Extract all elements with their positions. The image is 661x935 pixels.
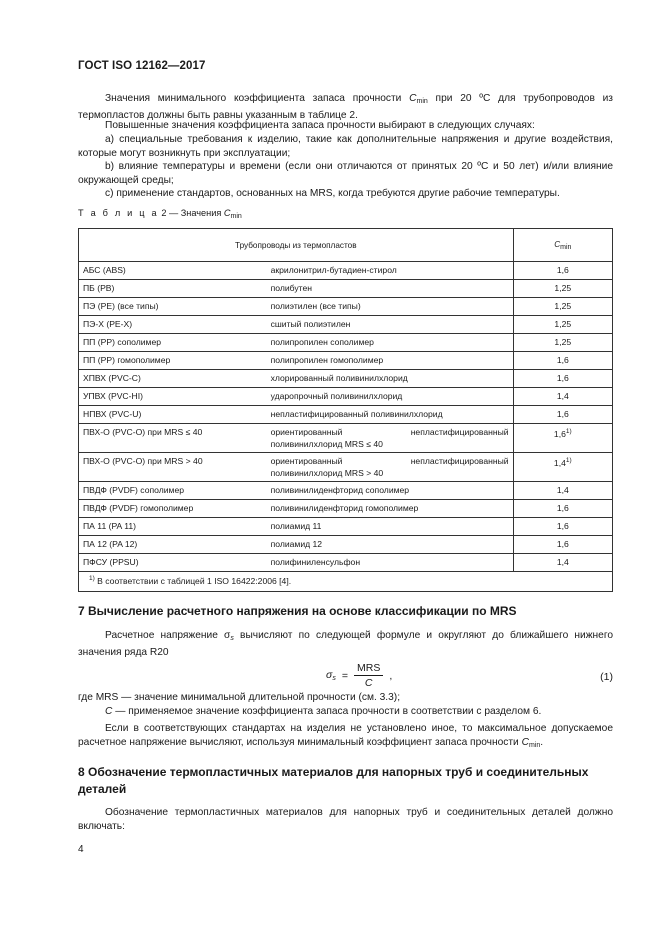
page-number: 4	[78, 844, 84, 855]
row-value: 1,6	[513, 500, 612, 518]
table-row	[79, 424, 613, 453]
row-material: поливинилиденфторид сополимер	[267, 482, 514, 500]
row-value: 1,6	[513, 370, 612, 388]
where-clause-2: C — применяемое значение коэффициента запаса прочности в соответствии с разделом 6.	[105, 706, 542, 717]
section-7-paragraph-1: Расчетное напряжение $\sigma_s$ вычисляют по следующей формуле и округляют до ближайшего нижнего значения ряда R20	[78, 630, 614, 658]
row-abbr: УПВХ (PVC-HI)	[79, 388, 267, 406]
row-value: 1,6	[513, 406, 612, 424]
section-7-title: 7 Вычисление расчетного напряжения на основе классификации по MRS	[78, 604, 517, 618]
row-value: 1,4	[513, 554, 612, 572]
section-8-paragraph-1: Обозначение термопластичных материалов для напорных труб и соединительных деталей должно включать:	[78, 807, 613, 832]
row-abbr: ПБ (PB)	[79, 280, 267, 298]
row-material: непластифицированный поливинилхлорид	[267, 406, 514, 424]
row-material: полиэтилен (все типы)	[267, 298, 514, 316]
column-header-pipes: Трубопроводы из термопластов	[79, 229, 514, 262]
formula-expression: $\sigma_s$ = $\frac{\text{MRS}}{C}$ ,	[326, 662, 393, 689]
row-abbr: ПВХ-О (PVC-O) при MRS > 40	[79, 453, 267, 482]
row-abbr: ПЭ-X (PE-X)	[79, 316, 267, 334]
row-material: ударопрочный поливинилхлорид	[267, 388, 514, 406]
table-row	[79, 406, 613, 424]
where-clause-1: где MRS — значение минимальной длительной прочности (см. 3.3);	[78, 692, 401, 703]
row-value: 1,4	[513, 482, 612, 500]
intro-paragraph-2: Повышенные значения коэффициента запаса прочности выбирают в следующих случаях:	[105, 120, 535, 131]
row-value: 1,6	[513, 536, 612, 554]
table-footnote: $^{1)}$ В соответствии с таблицей 1 ISO 16422:2006 [4].	[79, 572, 613, 592]
row-abbr: ПЭ (PE) (все типы)	[79, 298, 267, 316]
intro-item-c: c) применение стандартов, основанных на MRS, когда требуются другие рабочие температуры.	[105, 188, 560, 199]
row-value: 1,4$^{1)}$	[513, 453, 612, 482]
row-abbr: ПВХ-О (PVC-O) при MRS ≤ 40	[79, 424, 267, 453]
row-abbr: ПА 12 (PA 12)	[79, 536, 267, 554]
row-material: поливинилиденфторид гомополимер	[267, 500, 514, 518]
formula-1	[78, 661, 613, 695]
row-value: 1,6	[513, 352, 612, 370]
table-row	[79, 334, 613, 352]
intro-item-a: a) специальные требования к изделию, такие как дополнительные напряжения и другие воздействия, которые могут возникнуть при эксплуатации;	[78, 134, 613, 159]
row-material: хлорированный поливинилхлорид	[267, 370, 514, 388]
table-row	[79, 352, 613, 370]
row-value: 1,25	[513, 298, 612, 316]
row-value: 1,6$^{1)}$	[513, 424, 612, 453]
footnote-ref: 1)	[565, 428, 572, 435]
table-row	[79, 298, 613, 316]
table-row	[79, 518, 613, 536]
row-material: ориентированный непластифицированный поливинилхлорид MRS ≤ 40	[267, 424, 514, 453]
row-value: 1,4	[513, 388, 612, 406]
row-material: полипропилен гомополимер	[267, 352, 514, 370]
row-material: полипропилен сополимер	[267, 334, 514, 352]
table-row	[79, 388, 613, 406]
table-row	[79, 554, 613, 572]
row-abbr: ПП (PP) гомополимер	[79, 352, 267, 370]
row-abbr: ХПВХ (PVC-C)	[79, 370, 267, 388]
table-caption: Т а б л и ц а 2 — Значения $C_{min}$	[78, 208, 242, 220]
safety-factor-table	[78, 228, 613, 592]
row-material: полиамид 11	[267, 518, 514, 536]
table-header-row	[79, 229, 613, 262]
section-7-paragraph-2: Если в соответствующих стандартах на изделия не установлено иное, то максимальное допускаемое расчетное напряжение вычисляют, используя минимальный коэффициент запаса прочности $C_{min}$.	[78, 723, 613, 749]
row-abbr: ПА 11 (PA 11)	[79, 518, 267, 536]
row-abbr: АБС (ABS)	[79, 262, 267, 280]
intro-item-b: b) влияние температуры и времени (если они отличаются от принятых 20 ºС и 50 лет) и/или влияние окружающей среды;	[78, 161, 613, 186]
row-material: полиамид 12	[267, 536, 514, 554]
formula-fraction: $\frac{\text{MRS}}{C}$	[354, 661, 383, 690]
table-footnote-row	[79, 572, 613, 592]
row-abbr: НПВХ (PVC-U)	[79, 406, 267, 424]
row-abbr: ПФСУ (PPSU)	[79, 554, 267, 572]
row-value: 1,6	[513, 262, 612, 280]
table-row	[79, 536, 613, 554]
row-material: ориентированный непластифицированный поливинилхлорид MRS > 40	[267, 453, 514, 482]
row-value: 1,25	[513, 280, 612, 298]
column-header-cmin: Cmin	[513, 229, 612, 262]
table-row	[79, 500, 613, 518]
table-row	[79, 370, 613, 388]
row-abbr: ПП (PP) сополимер	[79, 334, 267, 352]
row-material: сшитый полиэтилен	[267, 316, 514, 334]
table-row	[79, 453, 613, 482]
row-abbr: ПВДФ (PVDF) сополимер	[79, 482, 267, 500]
row-material: полифиниленсульфон	[267, 554, 514, 572]
row-abbr: ПВДФ (PVDF) гомополимер	[79, 500, 267, 518]
equation-number: (1)	[600, 671, 613, 683]
section-8-title: 8 Обозначение термопластичных материалов для напорных труб и соединительных деталей	[78, 765, 589, 796]
table-row	[79, 280, 613, 298]
intro-paragraph-1: Значения минимального коэффициента запаса прочности $C_{min}$ при 20 ºС для трубопроводов из термопластов должны быть равны указанным в таблице 2.	[78, 93, 613, 121]
row-value: 1,25	[513, 334, 612, 352]
row-value: 1,25	[513, 316, 612, 334]
document-header: ГОСТ ISO 12162—2017	[78, 60, 206, 72]
table-row	[79, 262, 613, 280]
row-material: полибутен	[267, 280, 514, 298]
footnote-ref: 1)	[565, 457, 572, 464]
table-row	[79, 316, 613, 334]
row-value: 1,6	[513, 518, 612, 536]
table-row	[79, 482, 613, 500]
row-material: акрилонитрил-бутадиен-стирол	[267, 262, 514, 280]
